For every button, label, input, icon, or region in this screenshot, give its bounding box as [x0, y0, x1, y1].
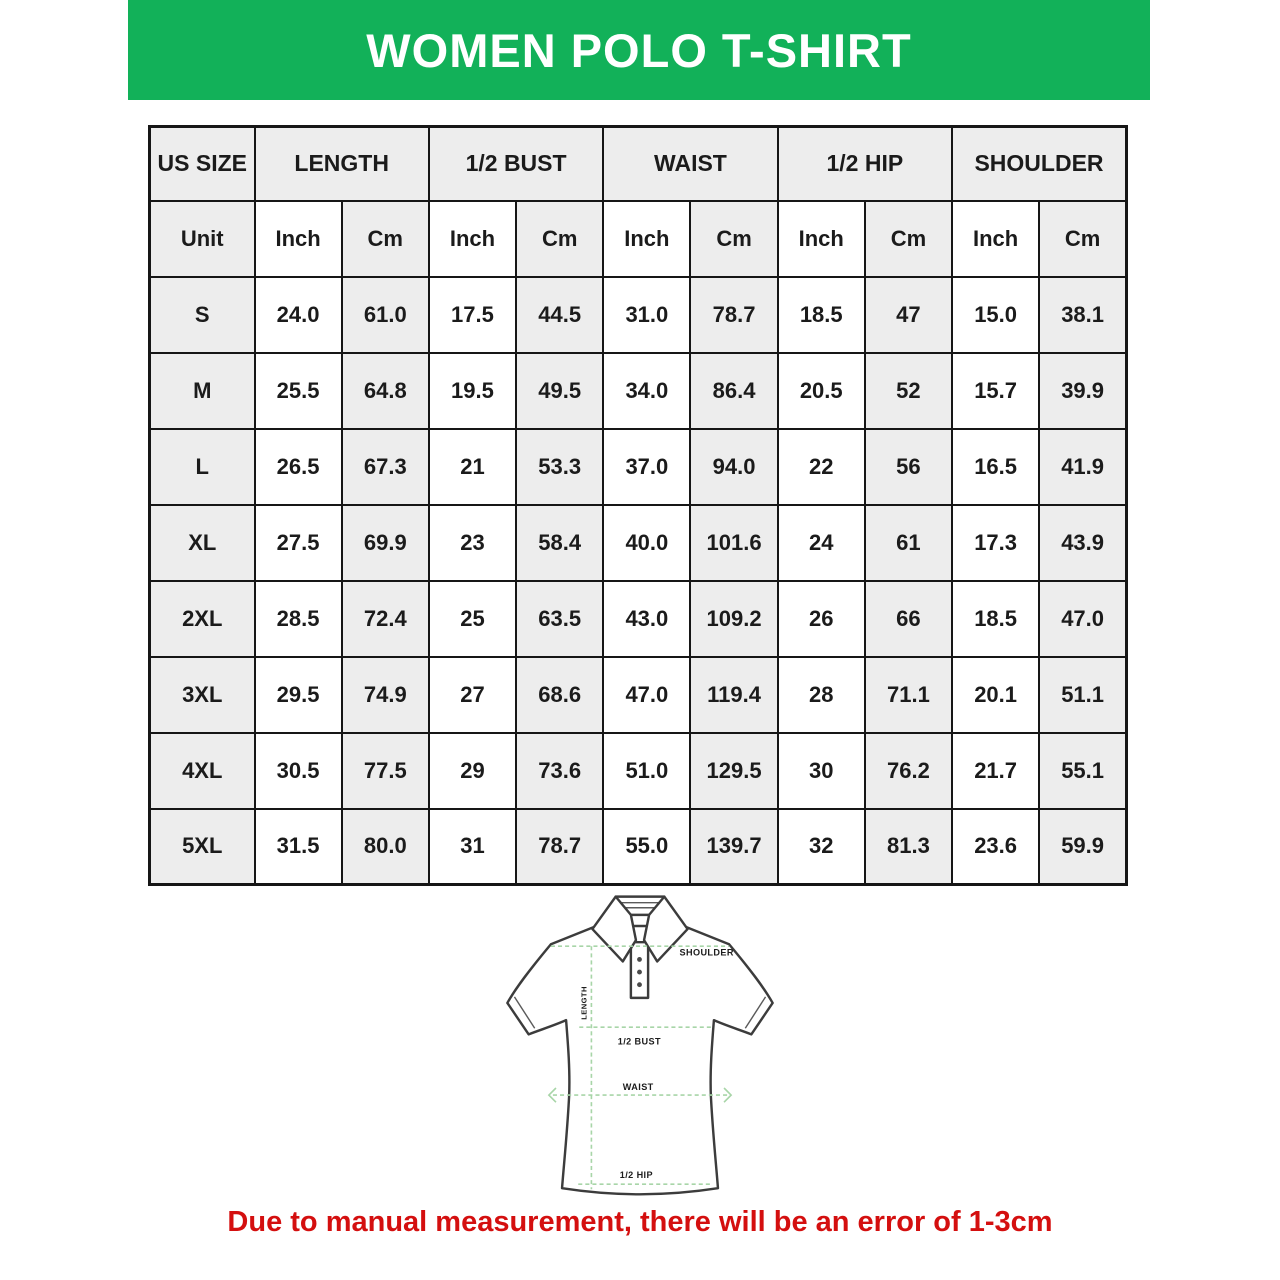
measurement-cell: 61.0 [342, 277, 429, 353]
measurement-cell: 31 [429, 809, 516, 885]
size-cell: 4XL [150, 733, 255, 809]
measurement-cell: 27 [429, 657, 516, 733]
measurement-cell: 63.5 [516, 581, 603, 657]
waist-label: WAIST [622, 1082, 654, 1093]
unit-header-cell: Cm [690, 201, 777, 277]
measurement-cell: 47.0 [603, 657, 690, 733]
measurement-cell: 26.5 [255, 429, 342, 505]
size-cell: XL [150, 505, 255, 581]
size-cell: M [150, 353, 255, 429]
measurement-cell: 40.0 [603, 505, 690, 581]
measurement-cell: 53.3 [516, 429, 603, 505]
column-group-header: US SIZE [150, 127, 255, 201]
measurement-cell: 51.0 [603, 733, 690, 809]
measurement-cell: 78.7 [516, 809, 603, 885]
title-banner [128, 0, 1150, 100]
measurement-cell: 49.5 [516, 353, 603, 429]
measurement-cell: 44.5 [516, 277, 603, 353]
measurement-cell: 38.1 [1039, 277, 1126, 353]
measurement-cell: 26 [778, 581, 865, 657]
measurement-cell: 58.4 [516, 505, 603, 581]
measurement-cell: 101.6 [690, 505, 777, 581]
column-group-header: 1/2 BUST [429, 127, 603, 201]
measurement-cell: 72.4 [342, 581, 429, 657]
measurement-cell: 15.0 [952, 277, 1039, 353]
measurement-cell: 31.0 [603, 277, 690, 353]
measurement-cell: 47 [865, 277, 952, 353]
measurement-error-note: Due to manual measurement, there will be an error of 1-3cm [227, 1206, 1053, 1238]
size-cell: L [150, 429, 255, 505]
measurement-cell: 32 [778, 809, 865, 885]
measurement-cell: 129.5 [690, 733, 777, 809]
size-chart-table [148, 125, 1128, 886]
measurement-cell: 29 [429, 733, 516, 809]
measurement-cell: 24 [778, 505, 865, 581]
column-group-header: 1/2 HIP [778, 127, 952, 201]
measurement-cell: 19.5 [429, 353, 516, 429]
measurement-cell: 22 [778, 429, 865, 505]
table-row [150, 733, 1127, 809]
measurement-cell: 41.9 [1039, 429, 1126, 505]
measurement-cell: 37.0 [603, 429, 690, 505]
measurement-cell: 80.0 [342, 809, 429, 885]
measurement-cell: 30 [778, 733, 865, 809]
polo-shirt-measurement-diagram [478, 883, 802, 1213]
measurement-cell: 16.5 [952, 429, 1039, 505]
measurement-cell: 28.5 [255, 581, 342, 657]
unit-header-cell: Cm [516, 201, 603, 277]
length-label: LENGTH [579, 986, 589, 1020]
table-row [150, 429, 1127, 505]
measurement-cell: 17.3 [952, 505, 1039, 581]
unit-header-cell: Cm [865, 201, 952, 277]
measurement-cell: 52 [865, 353, 952, 429]
measurement-cell: 29.5 [255, 657, 342, 733]
measurement-cell: 68.6 [516, 657, 603, 733]
table-row [150, 657, 1127, 733]
unit-header-cell: Inch [778, 201, 865, 277]
column-group-header: WAIST [603, 127, 777, 201]
button-icon [637, 957, 642, 962]
measurement-cell: 73.6 [516, 733, 603, 809]
measurement-cell: 119.4 [690, 657, 777, 733]
table-row [150, 353, 1127, 429]
measurement-cell: 59.9 [1039, 809, 1126, 885]
measurement-cell: 55.1 [1039, 733, 1126, 809]
measurement-cell: 23.6 [952, 809, 1039, 885]
measurement-cell: 77.5 [342, 733, 429, 809]
measurement-cell: 74.9 [342, 657, 429, 733]
shoulder-label: SHOULDER [679, 947, 734, 958]
unit-header-cell: Inch [603, 201, 690, 277]
measurement-cell: 27.5 [255, 505, 342, 581]
measurement-cell: 21 [429, 429, 516, 505]
measurement-cell: 76.2 [865, 733, 952, 809]
measurement-cell: 20.1 [952, 657, 1039, 733]
measurement-cell: 69.9 [342, 505, 429, 581]
measurement-cell: 43.9 [1039, 505, 1126, 581]
bust-label: 1/2 BUST [617, 1036, 661, 1047]
measurement-cell: 67.3 [342, 429, 429, 505]
size-cell: 3XL [150, 657, 255, 733]
size-cell: 2XL [150, 581, 255, 657]
unit-header-cell: Cm [342, 201, 429, 277]
measurement-cell: 66 [865, 581, 952, 657]
measurement-cell: 28 [778, 657, 865, 733]
measurement-cell: 78.7 [690, 277, 777, 353]
measurement-cell: 61 [865, 505, 952, 581]
polo-shirt-icon [478, 883, 802, 1213]
measurement-cell: 81.3 [865, 809, 952, 885]
size-cell: S [150, 277, 255, 353]
measurement-cell: 17.5 [429, 277, 516, 353]
column-group-header: SHOULDER [952, 127, 1126, 201]
button-icon [637, 982, 642, 987]
table-row [150, 809, 1127, 885]
measurement-cell: 18.5 [778, 277, 865, 353]
measurement-cell: 64.8 [342, 353, 429, 429]
measurement-cell: 94.0 [690, 429, 777, 505]
measurement-cell: 15.7 [952, 353, 1039, 429]
measurement-cell: 139.7 [690, 809, 777, 885]
measurement-cell: 55.0 [603, 809, 690, 885]
measurement-cell: 25.5 [255, 353, 342, 429]
unit-header-cell: Unit [150, 201, 255, 277]
unit-header-cell: Inch [952, 201, 1039, 277]
measurement-cell: 20.5 [778, 353, 865, 429]
measurement-cell: 25 [429, 581, 516, 657]
measurement-cell: 34.0 [603, 353, 690, 429]
hip-label: 1/2 HIP [619, 1170, 653, 1181]
unit-header-cell: Inch [429, 201, 516, 277]
button-icon [637, 970, 642, 975]
measurement-cell: 23 [429, 505, 516, 581]
measurement-cell: 31.5 [255, 809, 342, 885]
measurement-cell: 47.0 [1039, 581, 1126, 657]
measurement-cell: 24.0 [255, 277, 342, 353]
table-row [150, 581, 1127, 657]
measurement-cell: 56 [865, 429, 952, 505]
table-row [150, 277, 1127, 353]
measurement-cell: 71.1 [865, 657, 952, 733]
measurement-cell: 43.0 [603, 581, 690, 657]
unit-header-row [150, 201, 1127, 277]
measurement-cell: 21.7 [952, 733, 1039, 809]
size-cell: 5XL [150, 809, 255, 885]
unit-header-cell: Inch [255, 201, 342, 277]
table-header-row [150, 127, 1127, 201]
unit-header-cell: Cm [1039, 201, 1126, 277]
measurement-cell: 30.5 [255, 733, 342, 809]
page-title: WOMEN POLO T-SHIRT [366, 23, 912, 77]
measurement-cell: 18.5 [952, 581, 1039, 657]
column-group-header: LENGTH [255, 127, 429, 201]
measurement-cell: 39.9 [1039, 353, 1126, 429]
measurement-cell: 86.4 [690, 353, 777, 429]
table-row [150, 505, 1127, 581]
measurement-cell: 51.1 [1039, 657, 1126, 733]
measurement-cell: 109.2 [690, 581, 777, 657]
